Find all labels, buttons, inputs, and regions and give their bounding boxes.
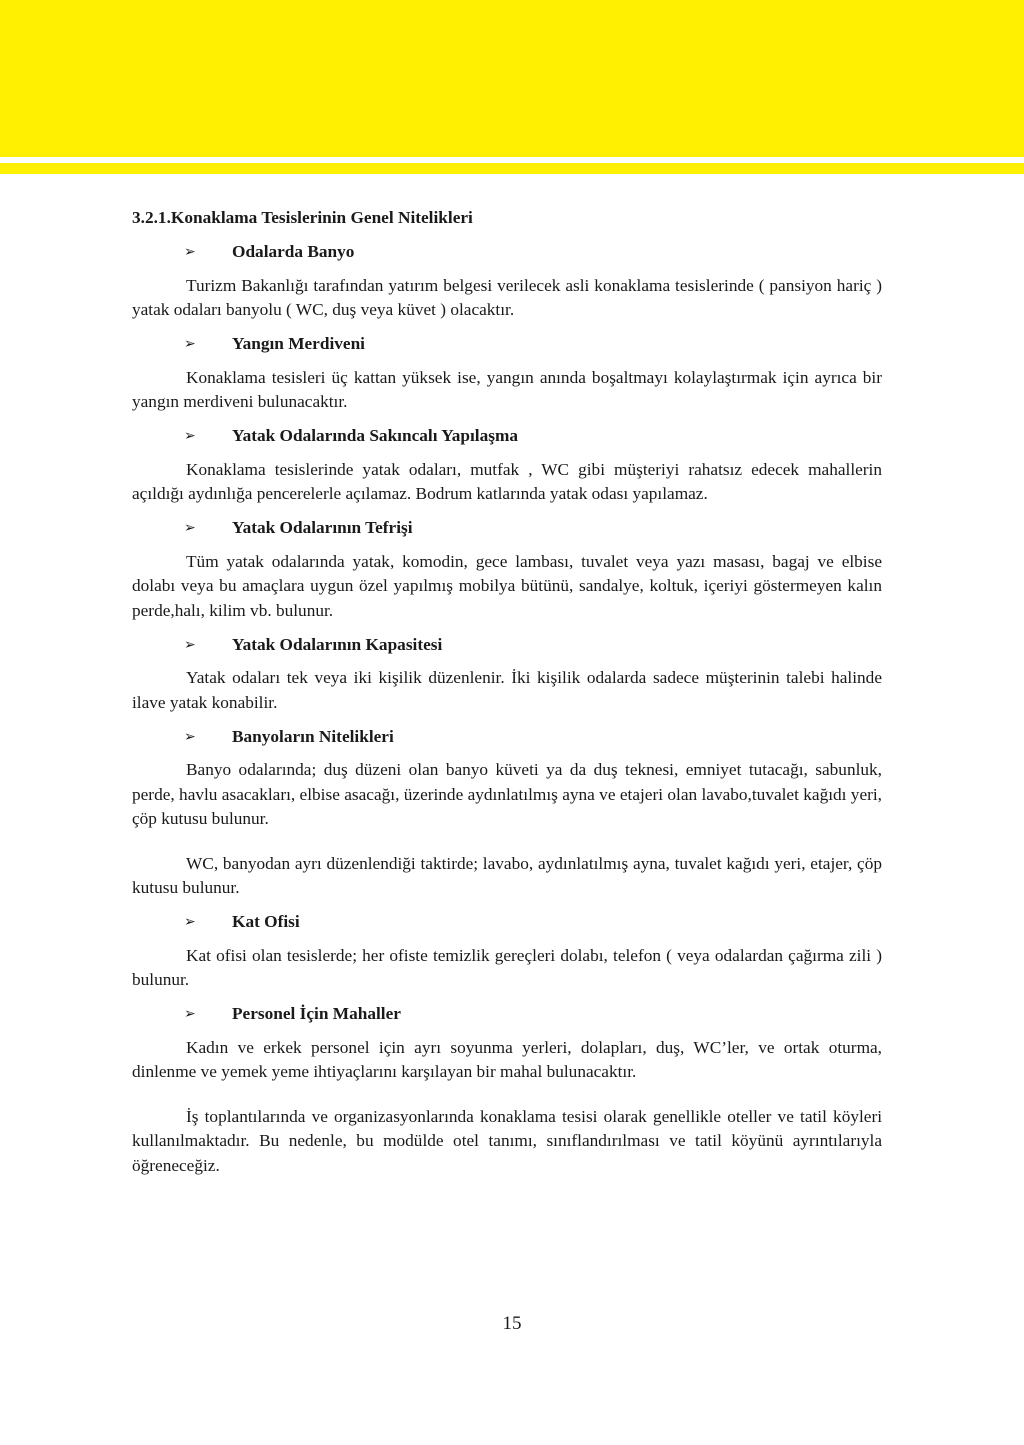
paragraph: İş toplantılarında ve organizasyonlarında konaklama tesisi olarak genellikle oteller ve tatil köyleri kullanılmaktadır. Bu nedenle, bu modülde otel tanımı, sınıflandırılması ve tatil köyünü ayrıntılarıyla öğreneceğiz. <box>132 1106 882 1175</box>
heading-kat-ofisi <box>132 910 882 936</box>
heading-label: Yangın Merdiveni <box>232 334 365 354</box>
heading-yangin-merdiveni <box>132 332 882 358</box>
arrow-bullet-icon: ➢ <box>184 728 196 745</box>
paragraph: Turizm Bakanlığı tarafından yatırım belgesi verilecek asli konaklama tesislerinde ( pansiyon hariç ) yatak odaları banyolu ( WC, duş veya küvet ) olacaktır. <box>132 275 882 319</box>
paragraph: Yatak odaları tek veya iki kişilik düzenlenir. İki kişilik odalarda sadece müşterinin talebi halinde ilave yatak konabilir. <box>132 668 882 712</box>
arrow-bullet-icon: ➢ <box>184 520 196 537</box>
heading-label: Yatak Odalarının Tefrişi <box>232 518 413 538</box>
heading-label: Kat Ofisi <box>232 912 300 932</box>
page-number: 15 <box>502 1313 522 1334</box>
paragraph: Kadın ve erkek personel için ayrı soyunma yerleri, dolapları, duş, WC’ler, ve ortak oturma, dinlenme ve yemek yeme ihtiyaçlarını karşılayan bir mahal bulunacaktır. <box>132 1037 882 1081</box>
paragraph: Kat ofisi olan tesislerde; her ofiste temizlik gereçleri dolabı, telefon ( veya odalardan çağırma zili ) bulunur. <box>132 945 882 989</box>
heading-label: Yatak Odalarında Sakıncalı Yapılaşma <box>232 426 519 446</box>
heading-tefrisi <box>132 516 882 542</box>
heading-kapasitesi <box>132 632 882 658</box>
heading-label: Odalarda Banyo <box>232 242 355 262</box>
header-yellow-stripe <box>0 163 1024 174</box>
heading-label: Personel İçin Mahaller <box>232 1004 401 1024</box>
paragraph: WC, banyodan ayrı düzenlendiği taktirde; lavabo, aydınlatılmış ayna, tuvalet kağıdı yeri, etajer, çöp kutusu bulunur. <box>132 853 882 897</box>
heading-sakincali-yapilasma <box>132 424 882 450</box>
arrow-bullet-icon: ➢ <box>184 636 196 653</box>
arrow-bullet-icon: ➢ <box>184 428 196 445</box>
arrow-bullet-icon: ➢ <box>184 914 196 931</box>
paragraph: Konaklama tesisleri üç kattan yüksek ise, yangın anında boşaltmayı kolaylaştırmak için ayrıca bir yangın merdiveni bulunacaktır. <box>132 367 882 411</box>
page-content <box>132 206 882 1187</box>
heading-personel-mahaller <box>132 1002 882 1028</box>
heading-label: Banyoların Nitelikleri <box>232 726 394 746</box>
section-title: 3.2.1.Konaklama Tesislerinin Genel Nitelikleri <box>132 208 473 227</box>
paragraph: Tüm yatak odalarında yatak, komodin, gece lambası, tuvalet veya yazı masası, bagaj ve elbise dolabı veya bu amaçlara uygun özel yapılmış mobilya bütünü, sandalye, koltuk, içeriyi göstermeyen kalın perde,halı, kilim vb. bulunur. <box>132 551 882 620</box>
arrow-bullet-icon: ➢ <box>184 244 196 261</box>
arrow-bullet-icon: ➢ <box>184 1006 196 1023</box>
paragraph: Konaklama tesislerinde yatak odaları, mutfak , WC gibi müşteriyi rahatsız edecek mahallerin açıldığı aydınlığa pencerelerle açılamaz. Bodrum katlarında yatak odası yapılamaz. <box>132 459 882 503</box>
arrow-bullet-icon: ➢ <box>184 336 196 353</box>
header-yellow-band <box>0 0 1024 157</box>
heading-label: Yatak Odalarının Kapasitesi <box>232 634 443 654</box>
paragraph: Banyo odalarında; duş düzeni olan banyo küveti ya da duş teknesi, emniyet tutacağı, sabunluk, perde, havlu asacakları, elbise asacağı, üzerinde aydınlatılmış ayna ve etajeri olan lavabo,tuvalet kağıdı yeri, çöp kutusu bulunur. <box>132 760 882 828</box>
heading-odalarda-banyo <box>132 240 882 266</box>
heading-banyolarin-nitelikleri <box>132 724 882 750</box>
